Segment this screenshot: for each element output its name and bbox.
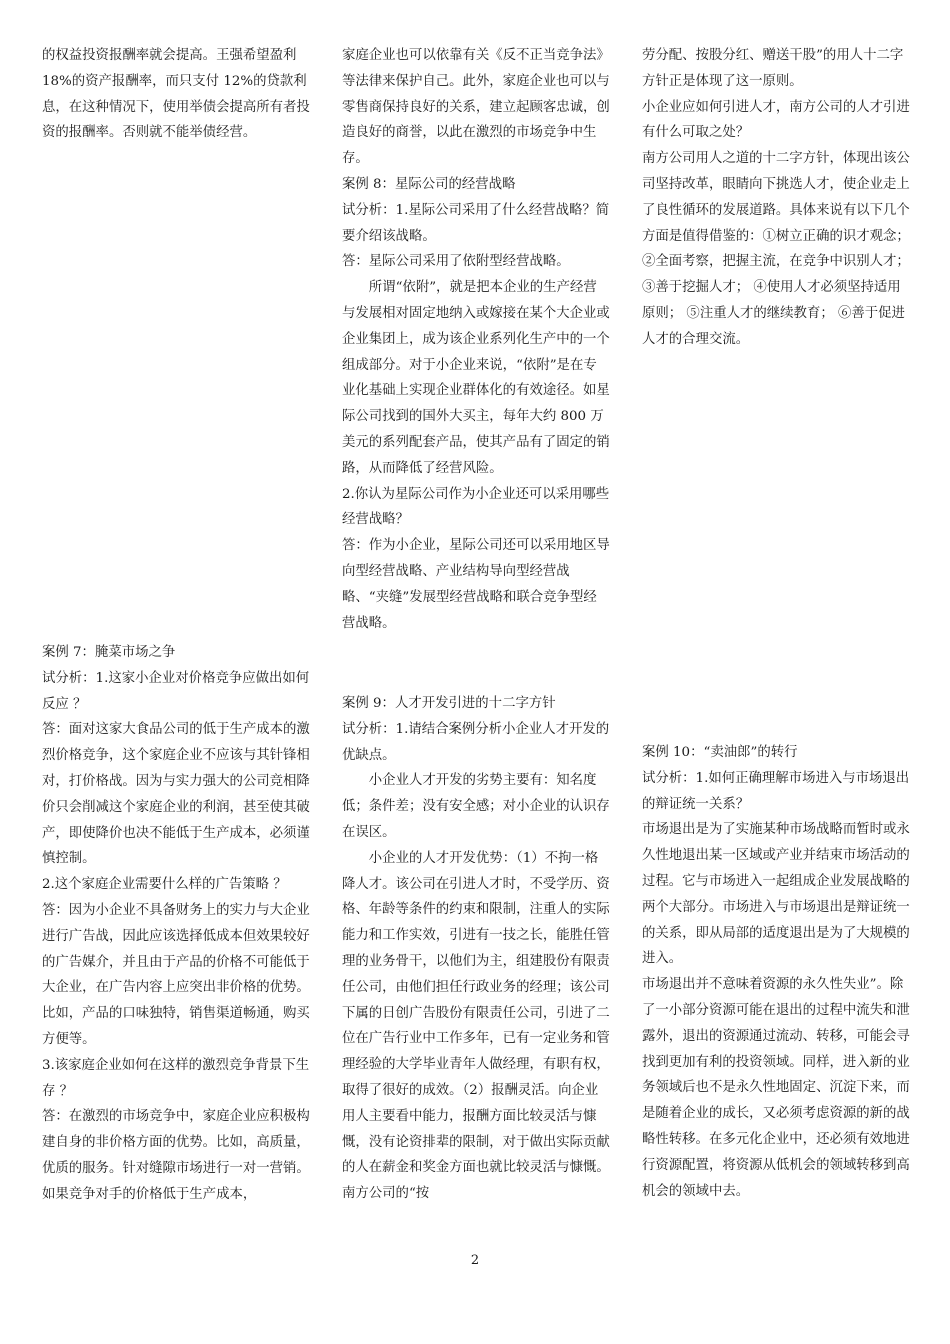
answer: 答：作为小企业，星际公司还可以采用地区导向型经营战略、产业结构导向型经营战略、“夹缝”发展型经营战略和联合竞争型经营战略。	[342, 538, 610, 631]
answer: 市场退出是为了实施某种市场战略而暂时或永久性地退出某一区域或产业并结束市场活动的过程。它与市场进入一起组成企业发展战略的两个大部分。市场进入与市场退出是辩证统一的关系，即从局部的适度退出是为了大规模的进入。	[642, 822, 910, 967]
paragraph: 市场退出并不意味着资源的永久性失业”。除了一小部分资源可能在退出的过程中流失和泄露外，退出的资源通过流动、转移，可能会寻找到更加有利的投资领域。同样，进入新的业务领域后也不是永久性地固定、沉淀下来，而是随着企业的成长，又必须考虑资源的新的战略性转移。在多元化企业中，还必须有效地进行资源配置，将资源从低机会的领域转移到高机会的领域中去。	[642, 977, 910, 1199]
right-column-top	[642, 43, 910, 353]
answer: 答：因为小企业不具备财务上的实力与大企业进行广告战，因此应该选择低成本但效果较好的广告媒介，并且由于产品的价格不可能低于大企业，在广告内容上应突出非价格的优势。比如，产品的口味独特，销售渠道畅通，购买方便等。	[42, 902, 310, 1047]
question: 试分析：1.请结合案例分析小企业人才开发的优缺点。	[342, 721, 610, 763]
case-heading: 案例 9：人才开发引进的十二字方针	[342, 696, 556, 711]
question: 试分析：1.这家小企业对价格竞争应做出如何反应 ？	[42, 670, 310, 712]
paragraph: 的权益投资报酬率就会提高。王强希望盈利18%的资产报酬率，而只支付 12%的贷款利息，在这种情况下，使用举债会提高所有者投资的报酬率。否则就不能举债经营。	[42, 48, 310, 141]
page-number: 2	[470, 1253, 480, 1268]
case-heading: 案例 10：“卖油郎”的转行	[642, 745, 798, 760]
answer: 南方公司用人之道的十二字方针，体现出该公司坚持改革，眼睛向下挑选人才，使企业走上了良性循环的发展道路。具体来说有以下几个方面是值得借鉴的：①树立正确的识才观念；②全面考察，把握主流，在竞争中识别人才； ③善于挖掘人才； ④使用人才必须坚持适用原则； ⑤注重人才的继续教育； ⑥善于促进人才的合理交流。	[642, 151, 910, 347]
left-column-top	[42, 43, 310, 146]
question: 小企业应如何引进人才，南方公司的人才引进有什么可取之处？	[642, 99, 910, 141]
left-column-case-7	[42, 640, 310, 1208]
question: 3.该家庭企业如何在这样的激烈竞争背景下生存 ？	[42, 1057, 310, 1099]
case-heading: 案例 7：腌菜市场之争	[42, 645, 176, 660]
question: 试分析：1.如何正确理解市场进入与市场退出的辩证统一关系？	[642, 770, 910, 812]
middle-column-case-8	[342, 43, 610, 636]
paragraph: 小企业人才开发的劣势主要有：知名度低；条件差；没有安全感；对小企业的认识存在误区。	[342, 773, 610, 840]
paragraph: 小企业的人才开发优势：（1）不拘一格降人才。该公司在引进人才时，不受学历、资格、年龄等条件的约束和限制，注重人的实际能力和工作实效，引进有一技之长，能胜任管理的业务骨干，以他们为主，组建股份有限责任公司，由他们担任行政业务的经理；该公司下属的日创广告股份有限责任公司，引进了二位在广告行业中工作多年，已有一定业务和管理经验的大学毕业青年人做经理，有职有权，取得了很好的成效。（2）报酬灵活。向企业用人主要看中能力，报酬方面比较灵活与慷慨，没有论资排辈的限制，对于做出实际贡献的人在薪金和奖金方面也就比较灵活与慷慨。南方公司的“按	[342, 850, 610, 1202]
answer: 答：面对这家大食品公司的低于生产成本的激烈价格竞争，这个家庭企业不应该与其针锋相对，打价格战。因为与实力强大的公司竞相降价只会削减这个家庭企业的利润，甚至使其破产，即使降价也决不能低于生产成本，必须谨慎控制。	[42, 722, 310, 867]
right-column-case-10	[642, 740, 910, 1204]
middle-column-case-9	[342, 691, 610, 1207]
paragraph: 所谓“依附”，就是把本企业的生产经营与发展相对固定地纳入或嫁接在某个大企业或企业集团上，成为该企业系列化生产中的一个组成部分。对于小企业来说，“依附”是在专业化基础上实现企业群体化的有效途径。如星际公司找到的国外大买主，每年大约 800 万美元的系列配套产品，使其产品有了固定的销路，从而降低了经营风险。	[342, 280, 610, 476]
question: 2.你认为星际公司作为小企业还可以采用哪些经营战略？	[342, 486, 610, 528]
answer: 答：星际公司采用了依附型经营战略。	[342, 254, 570, 270]
paragraph: 劳分配、按股分红、赠送干股”的用人十二字方针正是体现了这一原则。	[642, 48, 904, 89]
question: 试分析：1.星际公司采用了什么经营战略？简要介绍该战略。	[342, 202, 610, 244]
paragraph: 家庭企业也可以依靠有关《反不正当竞争法》等法律来保护自己。此外，家庭企业也可以与零售商保持良好的关系，建立起顾客忠诚，创造良好的商誉，以此在激烈的市场竞争中生存。	[342, 48, 610, 167]
case-heading: 案例 8：星际公司的经营战略	[342, 176, 516, 192]
answer: 答：在激烈的市场竞争中，家庭企业应积极构建自身的非价格方面的优势。比如，高质量，优质的服务。针对缝隙市场进行一对一营销。如果竞争对手的价格低于生产成本，	[42, 1109, 310, 1202]
question: 2.这个家庭企业需要什么样的广告策略 ？	[42, 877, 287, 893]
